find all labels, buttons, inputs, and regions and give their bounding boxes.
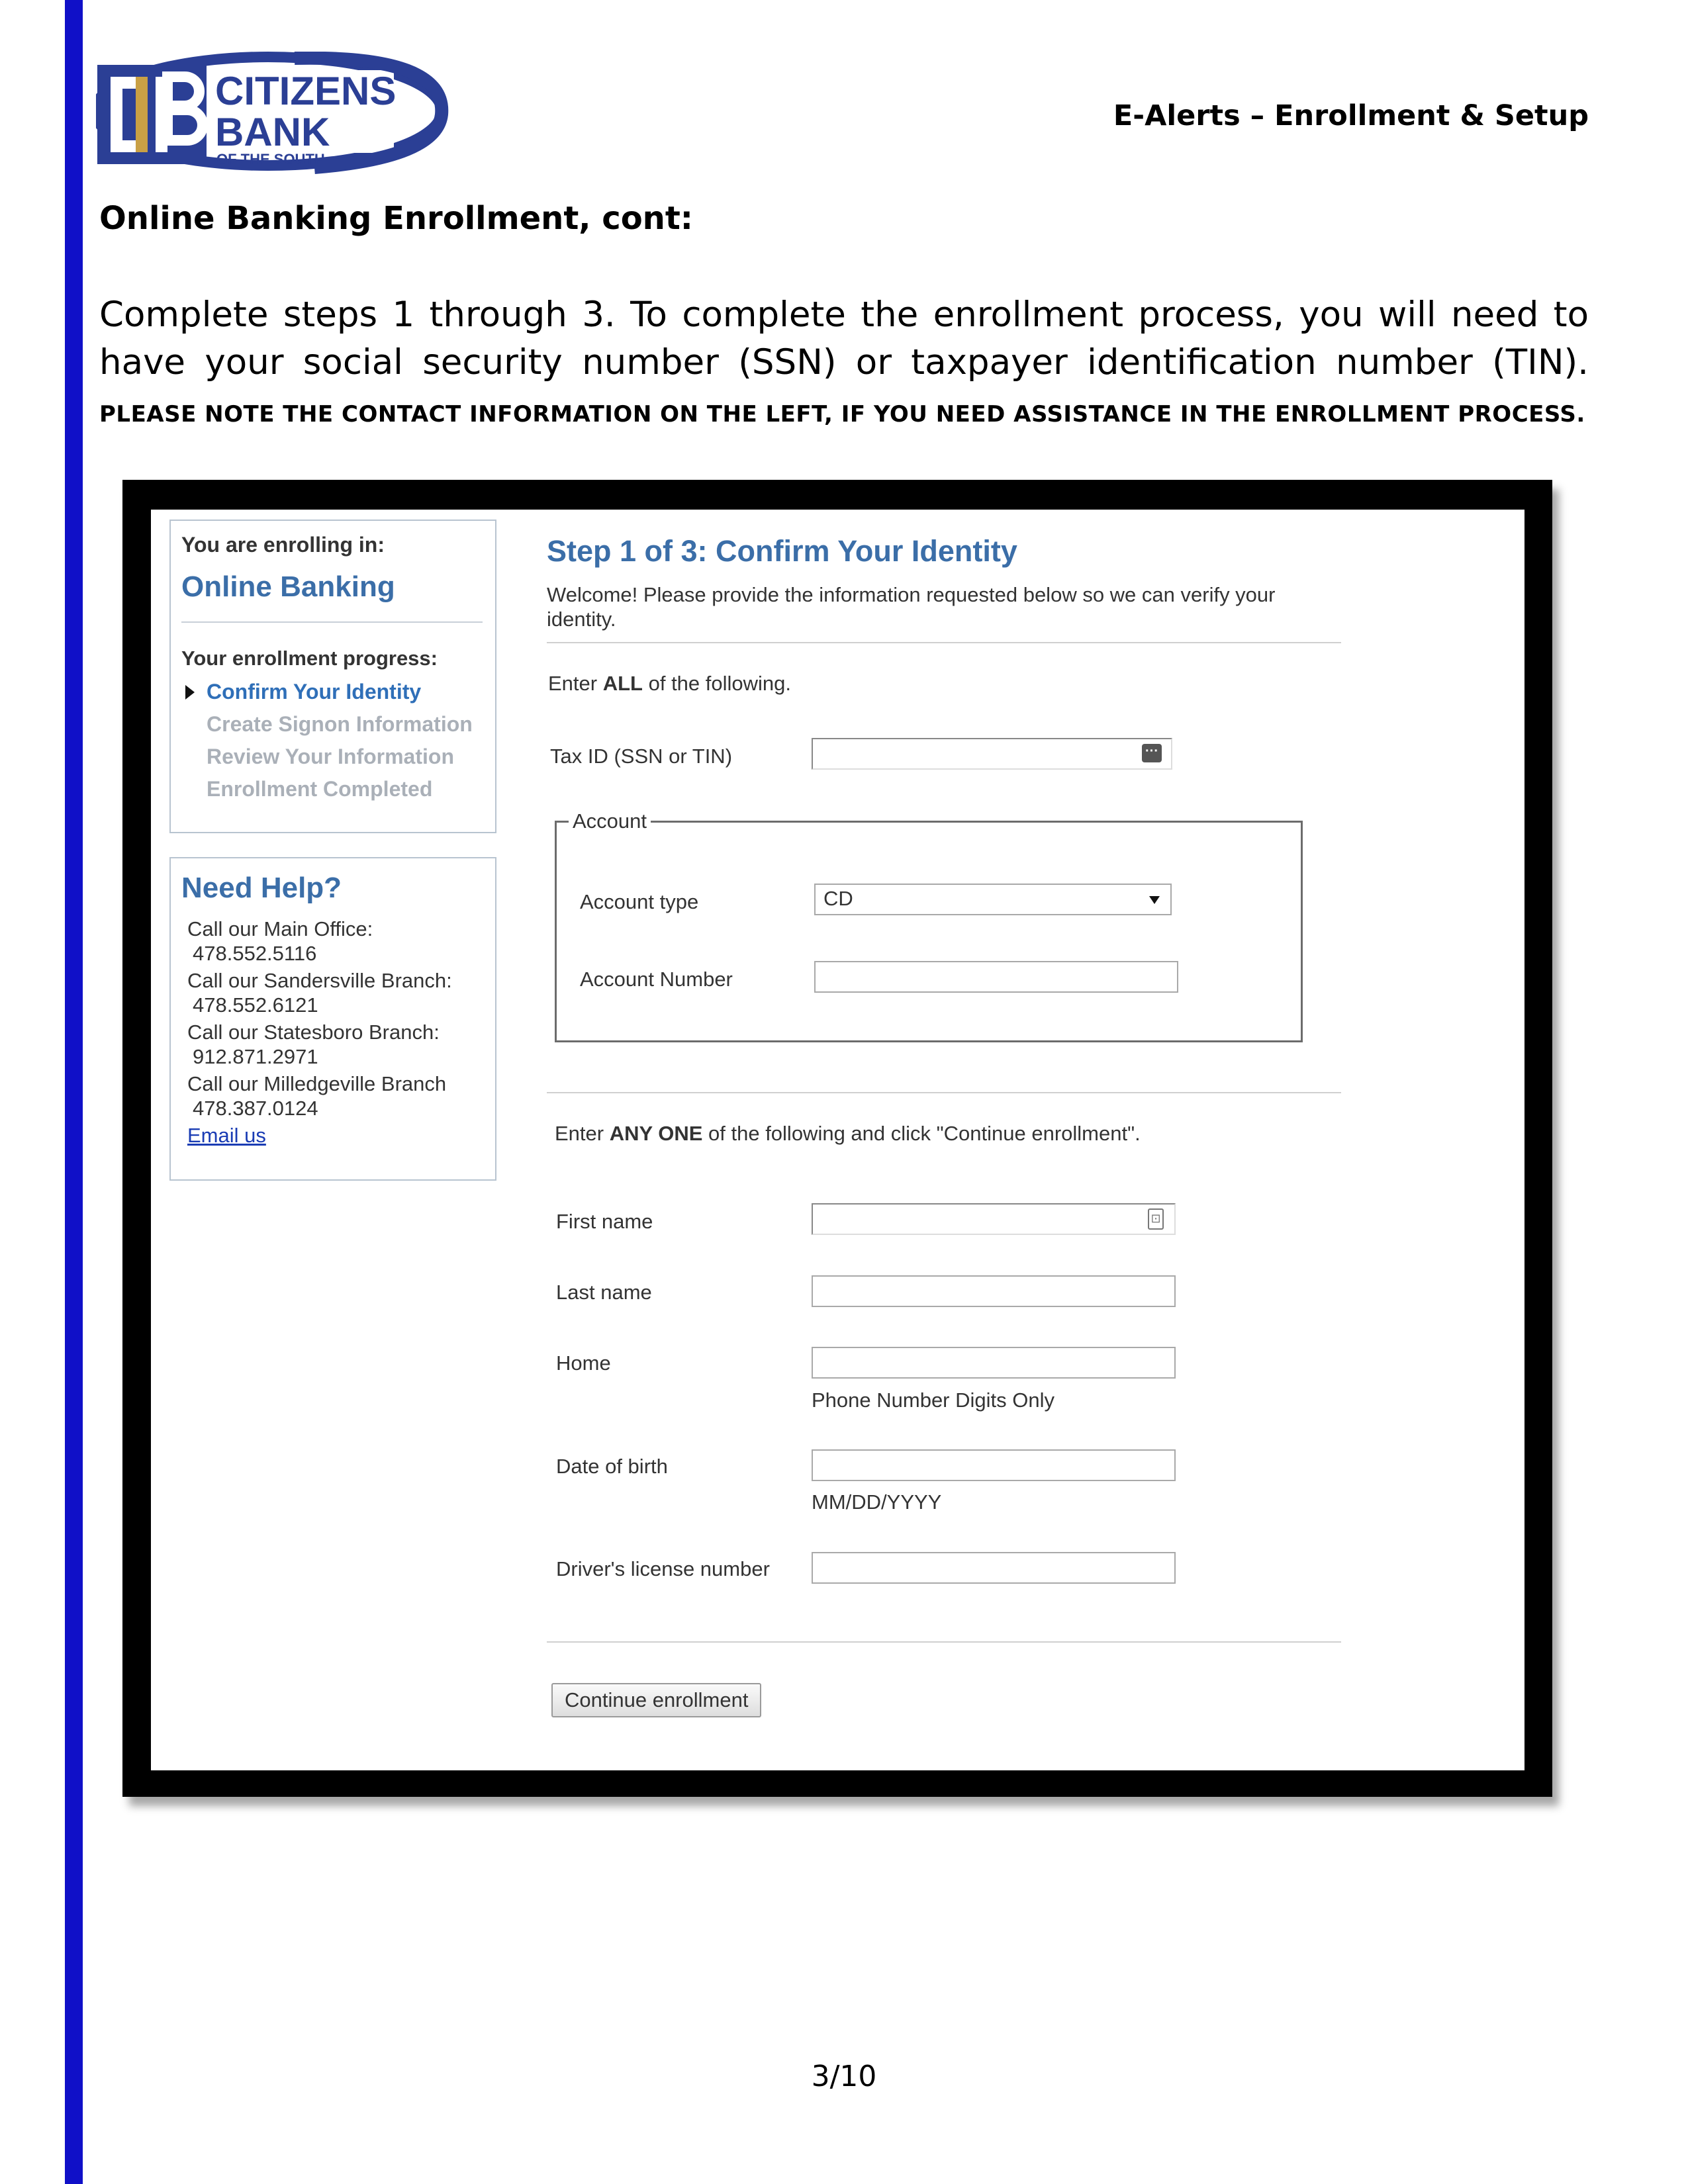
account-number-input[interactable]	[814, 961, 1178, 993]
left-margin-bar	[65, 0, 83, 2184]
home-phone-hint: Phone Number Digits Only	[812, 1388, 1055, 1412]
progress-label: Your enrollment progress:	[181, 647, 438, 670]
contact-label: Call our Statesboro Branch:	[187, 1021, 440, 1044]
tax-id-label: Tax ID (SSN or TIN)	[550, 745, 733, 768]
progress-step	[184, 777, 473, 809]
welcome-text: Welcome! Please provide the information requested below so we can verify your identity.	[547, 583, 1276, 631]
contact-label: Call our Main Office:	[187, 917, 373, 940]
contact-phone: 912.871.2971	[193, 1045, 318, 1068]
instruction-text: of the following.	[642, 672, 792, 695]
progress-steps	[184, 680, 473, 809]
contact-card-icon[interactable]: ⊡	[1148, 1208, 1164, 1230]
enrollment-screenshot	[151, 510, 1524, 1770]
progress-step-label: Enrollment Completed	[207, 777, 433, 801]
form-divider	[547, 1092, 1341, 1093]
intro-note: PLEASE NOTE THE CONTACT INFORMATION ON THE LEFT, IF YOU NEED ASSISTANCE IN THE ENROLLMENT PROCESS.	[99, 401, 1585, 428]
account-type-select[interactable]	[814, 884, 1172, 915]
date-of-birth-label: Date of birth	[556, 1455, 668, 1478]
account-number-label: Account Number	[580, 968, 733, 991]
help-title: Need Help?	[181, 872, 342, 904]
progress-step-label: Confirm Your Identity	[207, 680, 422, 704]
instruction-text: of the following and click "Continue enrollment".	[702, 1122, 1141, 1145]
intro-text: Complete steps 1 through 3. To complete the enrollment process, you will need to have your social security number (SSN) or taxpayer identification number (TIN).	[99, 295, 1589, 383]
help-contacts	[187, 917, 452, 1148]
last-name-input[interactable]	[812, 1275, 1176, 1307]
instruction-emphasis: ANY ONE	[609, 1122, 703, 1145]
drivers-license-input[interactable]	[812, 1552, 1176, 1584]
citizens-bank-logo	[96, 52, 450, 174]
page-number: 3/10	[811, 2060, 877, 2093]
enrollment-panel	[169, 520, 496, 833]
tax-id-input[interactable]	[812, 738, 1172, 770]
panel-divider	[181, 621, 483, 623]
account-type-value: CD	[823, 887, 853, 910]
enter-all-instruction	[548, 672, 791, 696]
step-title: Step 1 of 3: Confirm Your Identity	[547, 534, 1017, 568]
logo-top-word: CITIZENS	[215, 69, 397, 113]
contact-item	[187, 968, 452, 1017]
contact-label: Call our Milledgeville Branch	[187, 1072, 447, 1095]
first-name-input[interactable]	[812, 1203, 1176, 1235]
enrolling-in-label: You are enrolling in:	[181, 533, 385, 557]
intro-paragraph	[99, 291, 1589, 438]
instruction-text: Enter	[548, 672, 603, 695]
progress-step	[184, 745, 473, 777]
password-key-icon[interactable]: ···	[1142, 744, 1162, 762]
first-name-label: First name	[556, 1210, 653, 1233]
date-of-birth-hint: MM/DD/YYYY	[812, 1490, 942, 1514]
contact-phone: 478.552.5116	[193, 942, 317, 965]
account-legend: Account	[569, 809, 651, 833]
home-phone-label: Home	[556, 1351, 611, 1375]
enrolling-product: Online Banking	[181, 570, 395, 603]
progress-step	[184, 712, 473, 745]
instruction-emphasis: ALL	[602, 672, 643, 695]
contact-phone: 478.387.0124	[193, 1097, 318, 1120]
logo-tagline: OF THE SOUTH	[216, 151, 325, 167]
contact-phone: 478.552.6121	[193, 993, 318, 1017]
progress-step-label: Review Your Information	[207, 745, 454, 768]
account-type-label: Account type	[580, 890, 699, 913]
current-step-arrow-icon	[185, 685, 195, 700]
progress-step-current	[184, 680, 473, 712]
contact-item	[187, 1020, 452, 1069]
enter-any-instruction	[555, 1122, 1141, 1146]
drivers-license-label: Driver's license number	[556, 1557, 770, 1580]
instruction-text: Enter	[555, 1122, 610, 1145]
email-us-link[interactable]: Email us	[187, 1124, 266, 1147]
contact-item	[187, 1071, 452, 1120]
form-divider	[547, 642, 1341, 643]
home-phone-input[interactable]	[812, 1347, 1176, 1379]
contact-item	[187, 917, 452, 966]
account-fieldset	[555, 809, 1303, 1042]
contact-label: Call our Sandersville Branch:	[187, 969, 452, 992]
chevron-down-icon	[1149, 896, 1160, 904]
logo-middle-word: BANK	[215, 110, 330, 154]
help-panel	[169, 857, 496, 1181]
form-divider	[547, 1641, 1341, 1643]
last-name-label: Last name	[556, 1281, 652, 1304]
continue-enrollment-button[interactable]: Continue enrollment	[551, 1683, 761, 1717]
date-of-birth-input[interactable]	[812, 1449, 1176, 1481]
section-title: Online Banking Enrollment, cont:	[99, 200, 693, 237]
progress-step-label: Create Signon Information	[207, 712, 473, 736]
document-header-title: E-Alerts – Enrollment & Setup	[1113, 99, 1589, 132]
